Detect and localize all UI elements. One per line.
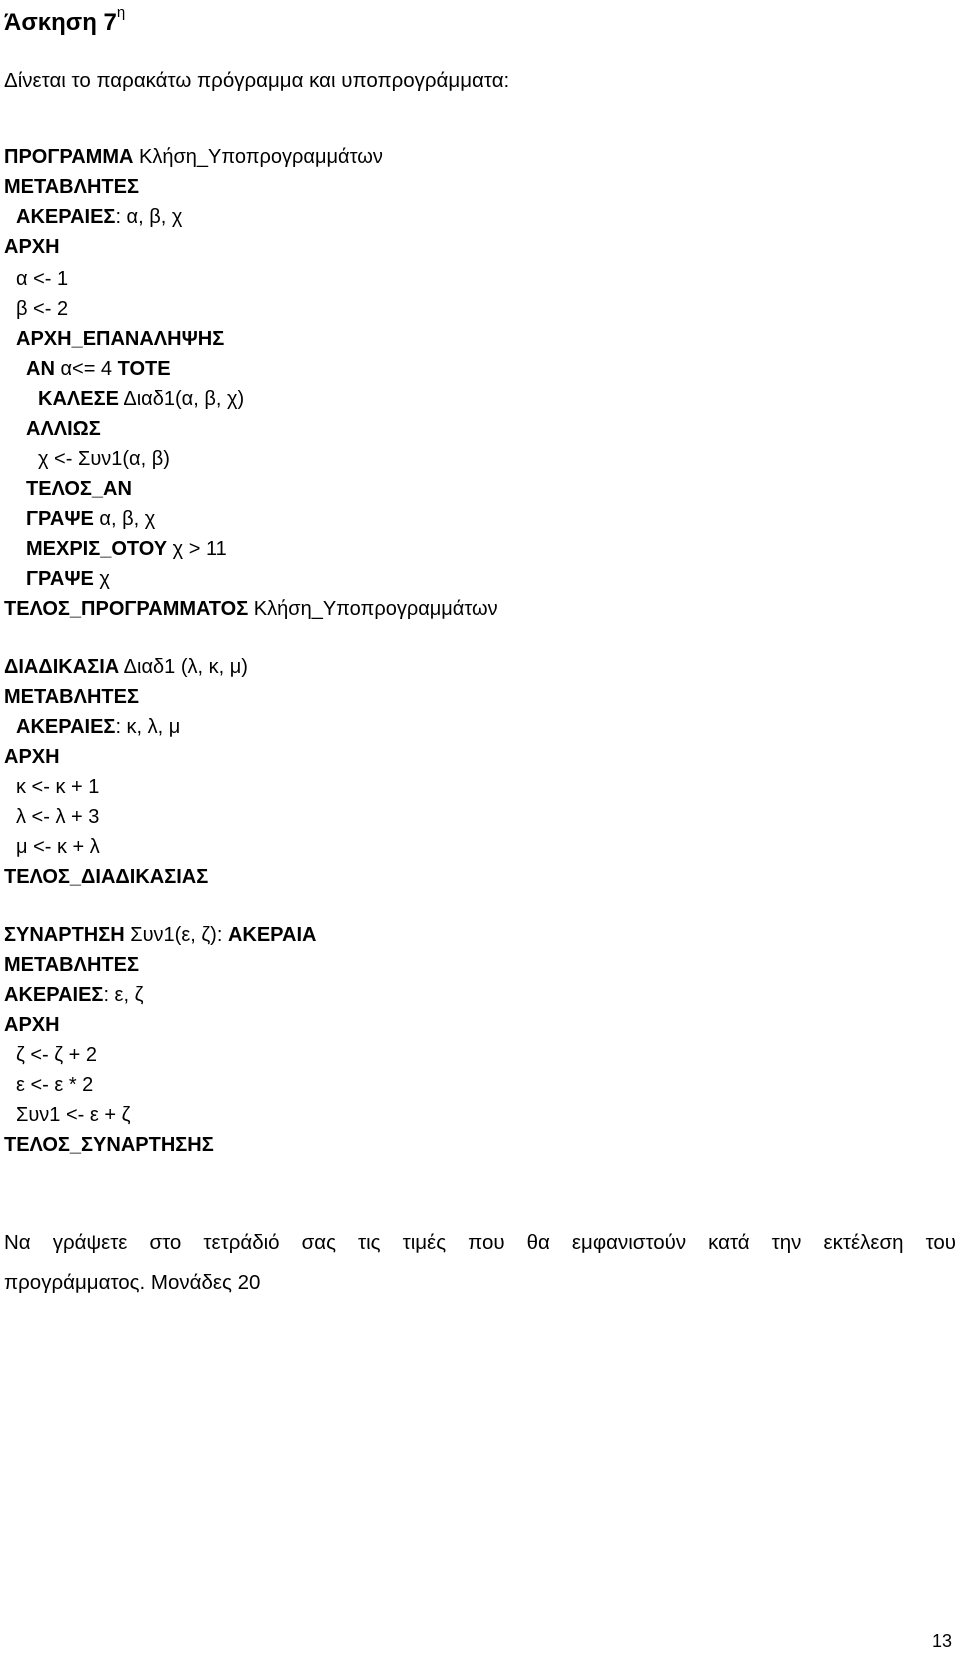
- code-keyword: ΤΟΤΕ: [117, 358, 171, 380]
- code-line: [4, 922, 316, 948]
- code-text: Κλήση_Υποπρογραμμάτων: [248, 598, 498, 620]
- code-line: [26, 476, 132, 502]
- code-keyword: ΑΡΧΗ: [4, 746, 60, 768]
- code-keyword: ΜΕΧΡΙΣ_ΟΤΟΥ: [26, 538, 168, 560]
- code-keyword: ΑΡΧΗ: [4, 236, 60, 258]
- code-keyword: ΓΡΑΨΕ: [26, 508, 94, 530]
- code-keyword: ΑΚΕΡΑΙΑ: [227, 924, 317, 946]
- code-text: ε <- ε * 2: [16, 1074, 94, 1096]
- page-number: 13: [931, 1631, 952, 1651]
- code-line: [26, 416, 101, 442]
- code-line: [38, 446, 170, 472]
- code-keyword: ΓΡΑΨΕ: [26, 568, 94, 590]
- code-line: [16, 1042, 97, 1068]
- code-line: [4, 982, 143, 1008]
- code-text: : ε, ζ: [103, 984, 144, 1006]
- code-line: [4, 952, 139, 978]
- code-line: [16, 296, 68, 322]
- code-line: [4, 864, 208, 890]
- code-line: [4, 144, 383, 170]
- code-line: [16, 1102, 130, 1128]
- code-line: [26, 506, 155, 532]
- code-text: ζ <- ζ + 2: [16, 1044, 98, 1066]
- code-text: Διαδ1(α, β, χ): [118, 388, 245, 410]
- code-keyword: ΚΑΛΕΣΕ: [38, 388, 119, 410]
- code-text: Διαδ1 (λ, κ, μ): [119, 656, 248, 678]
- exercise-title: [4, 2, 125, 38]
- question-line-2: προγράμματος. Μονάδες 20: [4, 1271, 261, 1294]
- code-line: [16, 834, 100, 860]
- code-keyword: ΜΕΤΑΒΛΗΤΕΣ: [4, 954, 139, 976]
- code-line: [4, 596, 498, 622]
- code-line: [4, 1132, 214, 1158]
- code-keyword: ΤΕΛΟΣ_ΑΝ: [26, 478, 132, 500]
- code-text: Συν1(ε, ζ):: [124, 924, 228, 946]
- code-keyword: ΑΡΧΗ: [4, 1014, 60, 1036]
- code-keyword: ΜΕΤΑΒΛΗΤΕΣ: [4, 176, 139, 198]
- code-line: [38, 386, 244, 412]
- code-keyword: ΤΕΛΟΣ_ΠΡΟΓΡΑΜΜΑΤΟΣ: [4, 598, 249, 620]
- code-keyword: ΤΕΛΟΣ_ΔΙΑΔΙΚΑΣΙΑΣ: [4, 866, 209, 888]
- code-text: χ <- Συν1(α, β): [38, 448, 170, 470]
- code-keyword: ΤΕΛΟΣ_ΣΥΝΑΡΤΗΣΗΣ: [4, 1134, 214, 1156]
- code-keyword: ΑΚΕΡΑΙΕΣ: [16, 206, 116, 228]
- code-text: Συν1 <- ε + ζ: [16, 1104, 131, 1126]
- code-line: [4, 744, 60, 770]
- code-text: λ <- λ + 3: [16, 806, 100, 828]
- code-keyword: ΑΚΕΡΑΙΕΣ: [16, 716, 116, 738]
- code-text: β <- 2: [16, 298, 69, 320]
- code-text: α <- 1: [16, 268, 69, 290]
- code-line: [16, 804, 99, 830]
- code-line: [16, 714, 180, 740]
- code-line: [4, 684, 139, 710]
- code-text: : α, β, χ: [115, 206, 183, 228]
- question-line-1: Να γράψετε στο τετράδιό σας τις τιμές που θα εμφανιστούν κατά την εκτέλεση του: [4, 1231, 956, 1254]
- exercise-title-superscript: η: [116, 4, 126, 21]
- code-keyword: ΑΚΕΡΑΙΕΣ: [4, 984, 104, 1006]
- exercise-title-text: Άσκηση 7: [4, 9, 117, 36]
- code-line: [4, 234, 60, 260]
- code-text: : κ, λ, μ: [115, 716, 181, 738]
- code-keyword: ΑΡΧΗ_ΕΠΑΝΑΛΗΨΗΣ: [16, 328, 225, 350]
- code-line: [4, 654, 248, 680]
- code-line: [4, 174, 139, 200]
- code-line: [16, 204, 182, 230]
- code-keyword: ΣΥΝΑΡΤΗΣΗ: [4, 924, 125, 946]
- code-line: [26, 536, 227, 562]
- code-text: χ: [93, 568, 110, 590]
- code-keyword: ΔΙΑΔΙΚΑΣΙΑ: [4, 656, 120, 678]
- code-text: μ <- κ + λ: [16, 836, 100, 858]
- code-line: [16, 326, 224, 352]
- code-text: α, β, χ: [93, 508, 156, 530]
- intro-text: Δίνεται το παρακάτω πρόγραμμα και υποπρογράμματα:: [4, 69, 510, 92]
- code-line: [4, 1012, 60, 1038]
- code-line: [26, 566, 110, 592]
- code-text: χ > 11: [167, 538, 227, 560]
- code-keyword: ΑΝ: [26, 358, 55, 380]
- code-line: [16, 774, 99, 800]
- code-text: κ <- κ + 1: [16, 776, 100, 798]
- code-line: [16, 266, 68, 292]
- code-text: α<= 4: [54, 358, 118, 380]
- code-line: [26, 356, 171, 382]
- code-keyword: ΑΛΛΙΩΣ: [26, 418, 101, 440]
- code-line: [16, 1072, 93, 1098]
- code-keyword: ΠΡΟΓΡΑΜΜΑ: [4, 146, 134, 168]
- code-keyword: ΜΕΤΑΒΛΗΤΕΣ: [4, 686, 139, 708]
- code-text: Κλήση_Υποπρογραμμάτων: [133, 146, 383, 168]
